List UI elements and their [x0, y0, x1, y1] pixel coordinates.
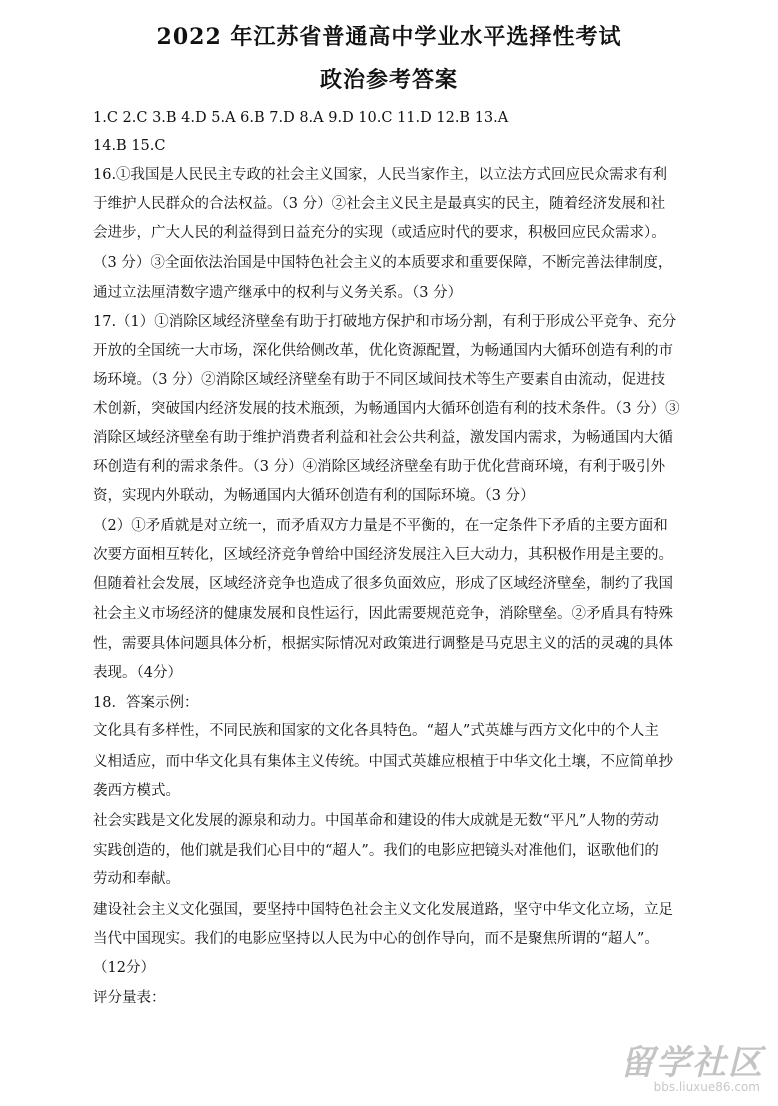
- text-line: 表现。（4分）: [93, 665, 182, 681]
- text-line: 消除区域经济壁垒有助于维护消费者利益和社会公共利益，激发国内需求，为畅通国内大循: [93, 430, 673, 446]
- text-line: 劳动和奉献。: [93, 871, 180, 887]
- document-title: 2022 年江苏省普通高中学业水平选择性考试: [156, 24, 622, 50]
- text-line: 社会主义市场经济的健康发展和良性运行，因此需要规范竞争，消除壁垒。②矛盾具有特殊: [93, 606, 673, 622]
- text-line: （2）①矛盾就是对立统一，而矛盾双方力量是不平衡的，在一定条件下矛盾的主要方面和: [93, 518, 668, 534]
- text-line: 建设社会主义文化强国，要坚持中国特色社会主义文化发展道路，坚守中华文化立场，立足: [93, 902, 673, 918]
- text-line: 开放的全国统一大市场，深化供给侧改革，优化资源配置，为畅通国内大循环创造有利的市: [93, 343, 673, 359]
- text-line: 环创造有利的需求条件。（3 分）④消除区域经济壁垒有助于优化营商环境，有利于吸引外: [93, 459, 666, 475]
- text-line: 但随着社会发展，区域经济竞争也造成了很多负面效应，形成了区域经济壁垒，制约了我国: [93, 576, 673, 592]
- text-line: 次要方面相互转化，区域经济竞争曾给中国经济发展注入巨大动力，其积极作用是主要的。: [93, 547, 673, 563]
- text-line: 16.①我国是人民民主专政的社会主义国家，人民当家作主，以立法方式回应民众需求有利: [93, 167, 668, 183]
- text-line: 1.C 2.C 3.B 4.D 5.A 6.B 7.D 8.A 9.D 10.C 11.D 12.B 13.A: [93, 110, 509, 126]
- watermark: [620, 1035, 764, 1094]
- text-line: 术创新，突破国内经济发展的技术瓶颈，为畅通国内大循环创造有利的技术条件。（3 分）③: [93, 401, 680, 417]
- text-line: （12分）: [93, 960, 155, 976]
- text-line: 评分量表：: [93, 990, 166, 1006]
- text-line: （3 分）③全面依法治国是中国特色社会主义的本质要求和重要保障，不断完善法律制度，: [93, 255, 673, 271]
- watermark-url: bbs.liuxue86.com: [653, 1080, 760, 1094]
- text-line: 会进步，广大人民的利益得到日益充分的实现（或适应时代的要求，积极回应民众需求）。: [93, 225, 666, 241]
- text-line: 文化具有多样性，不同民族和国家的文化各具特色。“超人”式英雄与西方文化中的个人主: [93, 723, 659, 739]
- text-line: 于维护人民群众的合法权益。（3 分）②社会主义民主是最真实的民主，随着经济发展和社: [93, 196, 666, 212]
- document-subtitle: 政治参考答案: [319, 67, 458, 93]
- text-line: 义相适应，而中华文化具有集体主义传统。中国式英雄应根植于中华文化土壤，不应简单抄: [93, 754, 673, 770]
- watermark-logo: 留学社区: [620, 1043, 764, 1083]
- text-line: 通过立法厘清数字遗产继承中的权利与义务关系。（3 分）: [93, 285, 463, 301]
- text-line: 17.（1）①消除区域经济壁垒有助于打破地方保护和市场分割，有利于形成公平竞争、充分: [93, 314, 677, 330]
- text-line: 社会实践是文化发展的源泉和动力。中国革命和建设的伟大成就是无数“平凡”人物的劳动: [93, 813, 659, 829]
- text-line: 18．答案示例：: [93, 695, 199, 711]
- text-line: 资，实现内外联动，为畅通国内大循环创造有利的国际环境。（3 分）: [93, 488, 535, 504]
- text-line: 袭西方模式。: [93, 783, 180, 799]
- text-line: 14.B 15.C: [93, 138, 166, 154]
- text-line: 当代中国现实。我们的电影应坚持以人民为中心的创作导向，而不是聚焦所谓的“超人”。: [93, 931, 659, 947]
- text-line: 场环境。（3 分）②消除区域经济壁垒有助于不同区域间技术等生产要素自由流动，促进技: [93, 372, 666, 388]
- text-line: 性，需要具体问题具体分析，根据实际情况对政策进行调整是马克思主义的活的灵魂的具体: [93, 636, 673, 652]
- text-line: 实践创造的，他们就是我们心目中的“超人”。我们的电影应把镜头对准他们，讴歌他们的: [93, 843, 659, 859]
